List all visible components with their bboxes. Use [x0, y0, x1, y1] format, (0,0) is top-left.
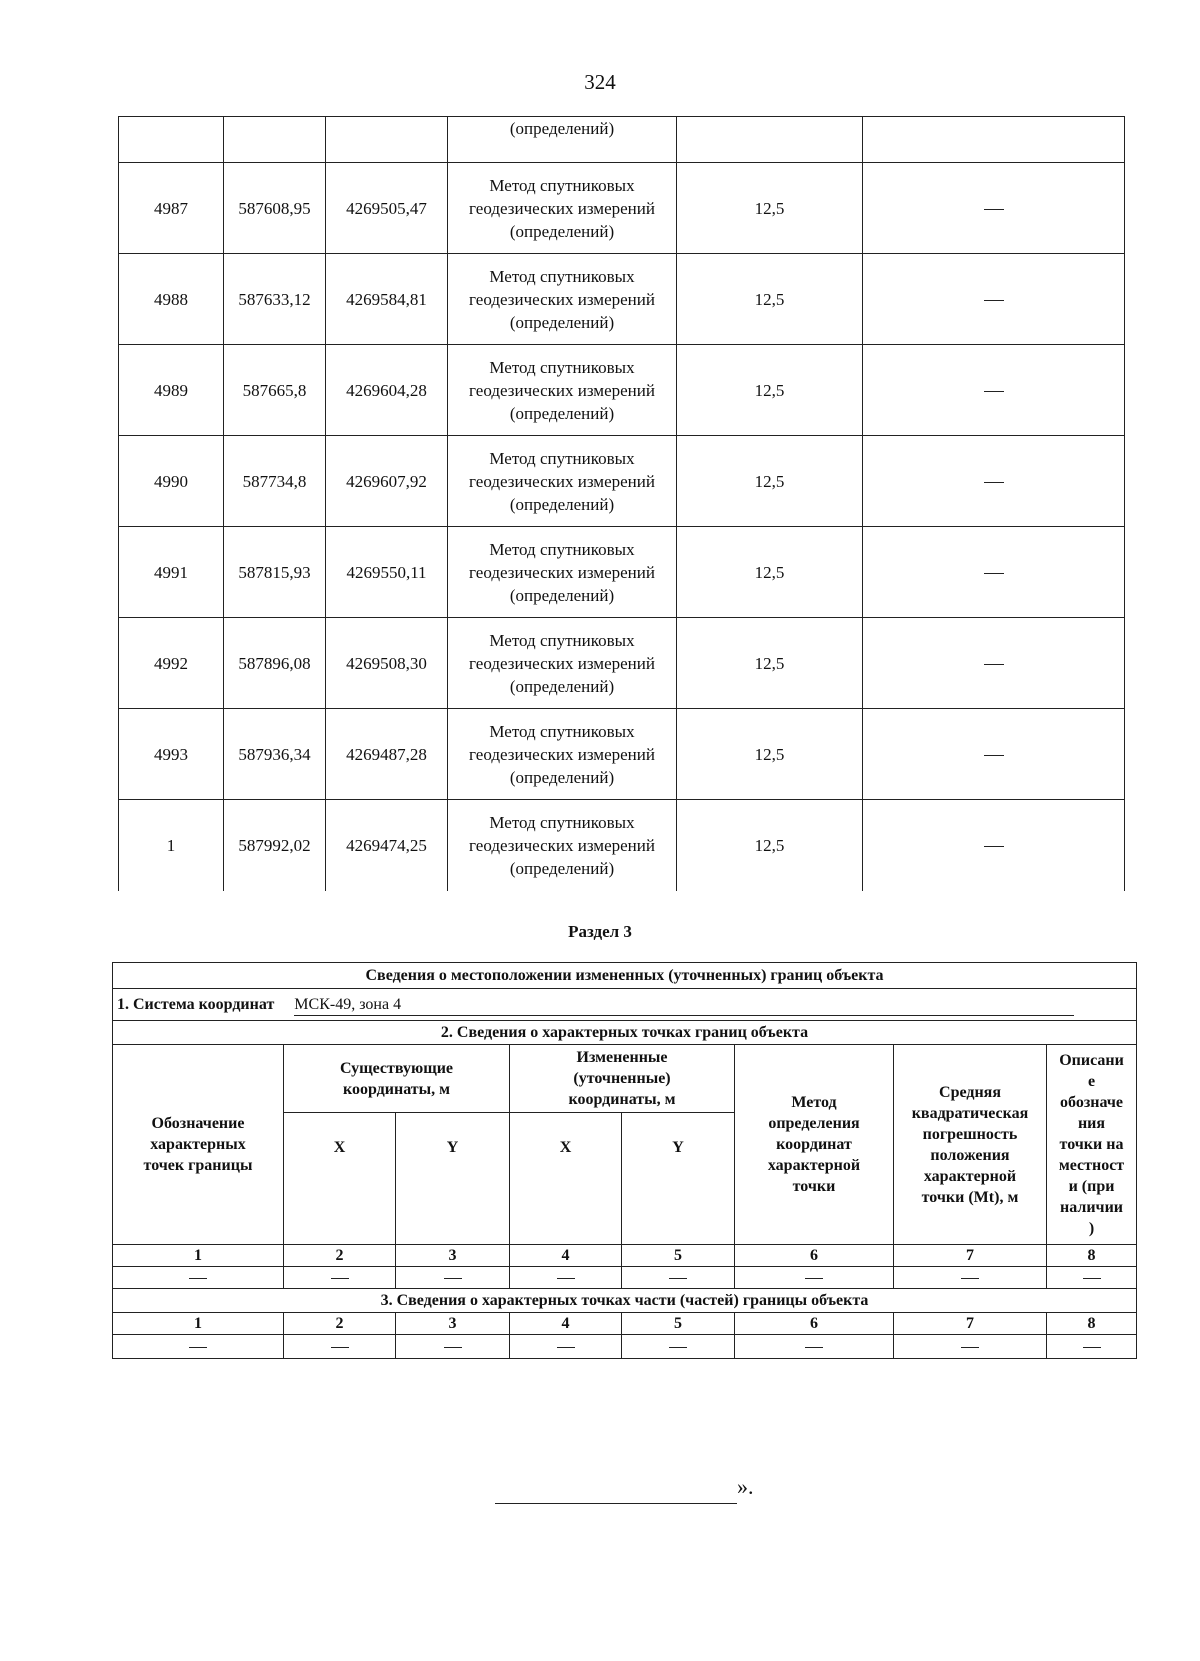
accuracy-cell: 12,5: [677, 163, 863, 254]
x-cell: 587815,93: [224, 527, 326, 618]
header-y: Y: [622, 1113, 735, 1245]
y-cell: 4269604,28: [326, 345, 448, 436]
header-row: [113, 1045, 1137, 1113]
x-cell: 587633,12: [224, 254, 326, 345]
closing-quote: ».: [737, 1474, 754, 1499]
column-number: 4: [510, 1313, 622, 1335]
header-changed: Измененные (уточненные) координаты, м: [510, 1045, 735, 1113]
y-cell: 4269474,25: [326, 800, 448, 891]
accuracy-cell: 12,5: [677, 709, 863, 800]
accuracy-cell: 12,5: [677, 618, 863, 709]
method-cell: Метод спутниковых геодезических измерений (определений): [448, 800, 677, 891]
column-number: 3: [396, 1245, 510, 1267]
points-title: 2. Сведения о характерных точках границ объекта: [113, 1021, 1137, 1045]
dash-mark: [669, 1347, 687, 1348]
point-cell: 4991: [119, 527, 224, 618]
dash-mark: [961, 1278, 979, 1279]
dash-mark: [984, 209, 1004, 210]
header-designation: Обозначение характерных точек границы: [113, 1045, 284, 1245]
header-description: Описани е обозначе ния точки на местност и (при наличии ): [1047, 1045, 1137, 1245]
header-existing: Существующие координаты, м: [284, 1045, 510, 1113]
point-cell: 4987: [119, 163, 224, 254]
dash-mark: [984, 391, 1004, 392]
header-accuracy: Средняя квадратическая погрешность положения характерной точки (Mt), м: [894, 1045, 1047, 1245]
header-x: X: [510, 1113, 622, 1245]
column-number: 6: [735, 1245, 894, 1267]
point-cell: 4989: [119, 345, 224, 436]
column-number: 7: [894, 1245, 1047, 1267]
column-number: 1: [113, 1313, 284, 1335]
header-x: X: [284, 1113, 396, 1245]
method-cell: Метод спутниковых геодезических измерений (определений): [448, 163, 677, 254]
points-title-row: [113, 1021, 1137, 1045]
y-cell: 4269550,11: [326, 527, 448, 618]
table-row: [119, 436, 1125, 527]
page-number: 324: [584, 70, 616, 94]
table-row: [119, 527, 1125, 618]
dash-mark: [805, 1278, 823, 1279]
dash-mark: [669, 1278, 687, 1279]
point-cell: 4988: [119, 254, 224, 345]
empty-data-row: [113, 1335, 1137, 1359]
dash-mark: [331, 1347, 349, 1348]
method-cell: Метод спутниковых геодезических измерений (определений): [448, 345, 677, 436]
coord-system-value: МСК-49, зона 4: [294, 994, 1074, 1016]
dash-mark: [1083, 1347, 1101, 1348]
x-cell: 587734,8: [224, 436, 326, 527]
y-cell: 4269505,47: [326, 163, 448, 254]
dash-mark: [984, 573, 1004, 574]
column-number: 6: [735, 1313, 894, 1335]
table-row: [119, 163, 1125, 254]
dash-mark: [331, 1278, 349, 1279]
point-cell: 4993: [119, 709, 224, 800]
empty-data-row: [113, 1267, 1137, 1289]
dash-mark: [805, 1347, 823, 1348]
y-cell: 4269487,28: [326, 709, 448, 800]
description-cell: [863, 254, 1125, 345]
table-row: [119, 254, 1125, 345]
column-number: 3: [396, 1313, 510, 1335]
method-cell: Метод спутниковых геодезических измерений (определений): [448, 618, 677, 709]
table-row: [119, 618, 1125, 709]
column-number: 5: [622, 1245, 735, 1267]
accuracy-cell: 12,5: [677, 436, 863, 527]
dash-mark: [984, 846, 1004, 847]
description-cell: [863, 618, 1125, 709]
description-cell: [863, 709, 1125, 800]
table-title-row: [113, 963, 1137, 989]
accuracy-cell: 12,5: [677, 527, 863, 618]
accuracy-cell: 12,5: [677, 800, 863, 891]
part-title: 3. Сведения о характерных точках части (частей) границы объекта: [113, 1289, 1137, 1313]
column-number: 5: [622, 1313, 735, 1335]
coord-system-label: 1. Система координат: [117, 995, 275, 1013]
section-title: Раздел 3: [568, 922, 632, 941]
accuracy-cell: 12,5: [677, 345, 863, 436]
column-numbers-row: [113, 1313, 1137, 1335]
point-cell: 4992: [119, 618, 224, 709]
description-cell: [863, 800, 1125, 891]
dash-mark: [189, 1278, 207, 1279]
column-number: 1: [113, 1245, 284, 1267]
y-cell: 4269607,92: [326, 436, 448, 527]
x-cell: 587936,34: [224, 709, 326, 800]
column-number: 2: [284, 1245, 396, 1267]
method-cell: Метод спутниковых геодезических измерений (определений): [448, 527, 677, 618]
dash-mark: [189, 1347, 207, 1348]
description-cell: [863, 527, 1125, 618]
x-cell: 587665,8: [224, 345, 326, 436]
coordinates-table-continued: [118, 116, 1125, 891]
table-row: [119, 800, 1125, 891]
dash-mark: [984, 664, 1004, 665]
method-cell: Метод спутниковых геодезических измерений (определений): [448, 709, 677, 800]
point-cell: 4990: [119, 436, 224, 527]
dash-mark: [444, 1347, 462, 1348]
column-number: 4: [510, 1245, 622, 1267]
description-cell: [863, 436, 1125, 527]
x-cell: 587992,02: [224, 800, 326, 891]
dash-mark: [984, 482, 1004, 483]
method-cell: Метод спутниковых геодезических измерений (определений): [448, 436, 677, 527]
column-number: 8: [1047, 1313, 1137, 1335]
table-row: [119, 709, 1125, 800]
column-number: 2: [284, 1313, 396, 1335]
part-title-row: [113, 1289, 1137, 1313]
section3-table: [112, 962, 1137, 1359]
dash-mark: [557, 1347, 575, 1348]
signature-line: [495, 1477, 737, 1504]
point-cell: 1: [119, 800, 224, 891]
table-title: Сведения о местоположении измененных (уточненных) границ объекта: [113, 963, 1137, 989]
table-row: [119, 345, 1125, 436]
y-cell: 4269584,81: [326, 254, 448, 345]
header-method: Метод определения координат характерной точки: [735, 1045, 894, 1245]
header-y: Y: [396, 1113, 510, 1245]
accuracy-cell: 12,5: [677, 254, 863, 345]
method-cell: (определений): [448, 117, 677, 163]
table-row: [119, 117, 1125, 163]
dash-mark: [444, 1278, 462, 1279]
x-cell: 587608,95: [224, 163, 326, 254]
column-numbers-row: [113, 1245, 1137, 1267]
description-cell: [863, 345, 1125, 436]
dash-mark: [984, 755, 1004, 756]
y-cell: 4269508,30: [326, 618, 448, 709]
x-cell: 587896,08: [224, 618, 326, 709]
column-number: 8: [1047, 1245, 1137, 1267]
dash-mark: [1083, 1278, 1101, 1279]
dash-mark: [984, 300, 1004, 301]
description-cell: [863, 163, 1125, 254]
column-number: 7: [894, 1313, 1047, 1335]
dash-mark: [961, 1347, 979, 1348]
dash-mark: [557, 1278, 575, 1279]
coord-system-row: [113, 989, 1137, 1021]
method-cell: Метод спутниковых геодезических измерений (определений): [448, 254, 677, 345]
